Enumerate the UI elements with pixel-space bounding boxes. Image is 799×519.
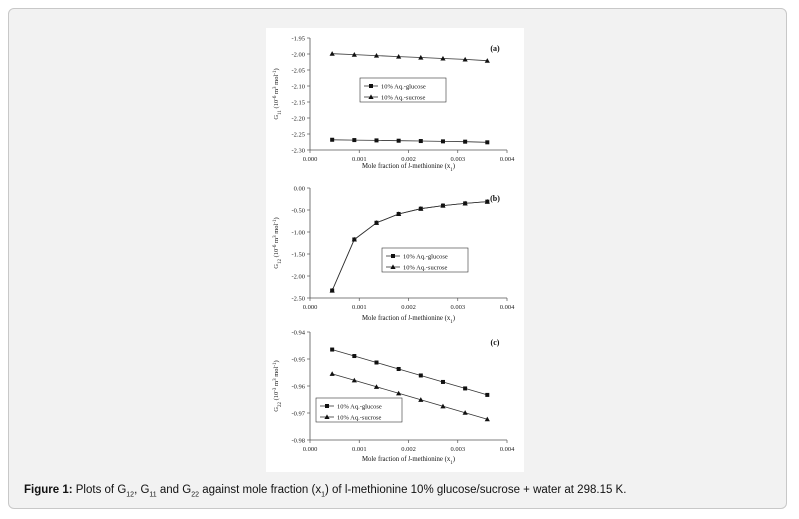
y-axis-label: $G_{12}$ ($10^{-6}$ $m^3$ mol$^{-1}$) <box>272 217 283 269</box>
x-tick-label: 0.003 <box>450 304 466 311</box>
data-point-glucose <box>330 138 334 142</box>
caption-label: Figure 1: <box>24 484 73 496</box>
x-axis-label: Mole fraction of l-methionine $(x_1)$ <box>361 456 456 466</box>
y-tick-label: -0.50 <box>291 207 305 215</box>
data-point-glucose <box>397 367 401 371</box>
y-tick-label: -0.96 <box>291 383 305 391</box>
figure-caption <box>24 484 764 498</box>
data-point-glucose <box>441 139 445 143</box>
x-axis-label: Mole fraction of l-methionine $(x_1)$ <box>361 163 456 173</box>
data-point-glucose <box>374 138 378 142</box>
figure-image <box>266 28 524 472</box>
data-point-glucose <box>330 348 334 352</box>
data-point-glucose <box>352 354 356 358</box>
data-point-glucose <box>463 386 467 390</box>
y-tick-label: -2.30 <box>291 147 305 155</box>
y-tick-label: -2.10 <box>291 83 305 91</box>
data-point-glucose <box>352 138 356 142</box>
series-line-glucose <box>332 202 487 291</box>
x-tick-label: 0.000 <box>302 156 318 163</box>
legend-entry: 10% Aq.-sucrose <box>381 94 426 102</box>
panel-label: (c) <box>490 338 500 347</box>
data-point-sucrose <box>330 371 335 376</box>
y-tick-label: -1.00 <box>291 229 305 237</box>
y-tick-label: -2.50 <box>291 295 305 303</box>
x-tick-label: 0.001 <box>351 446 367 453</box>
legend-entry: 10% Aq.-glucose <box>337 403 382 411</box>
x-tick-label: 0.001 <box>351 304 367 311</box>
x-tick-label: 0.000 <box>302 446 318 453</box>
data-point-glucose <box>419 139 423 143</box>
series-line-sucrose <box>332 202 487 291</box>
y-tick-label: -2.00 <box>291 273 305 281</box>
y-tick-label: -2.25 <box>291 131 305 139</box>
x-tick-label: 0.003 <box>450 156 466 163</box>
x-tick-label: 0.002 <box>401 156 416 163</box>
y-axis-label: $G_{22}$ ($10^{-3}$ $m^3$ mol$^{-1}$) <box>272 360 283 412</box>
data-point-glucose <box>397 139 401 143</box>
y-tick-label: -1.50 <box>291 251 305 259</box>
y-tick-label: -2.15 <box>291 99 305 107</box>
data-point-glucose <box>463 140 467 144</box>
data-point-glucose <box>374 361 378 365</box>
data-point-glucose <box>485 393 489 397</box>
x-axis-label: Mole fraction of l-methionine $(x_1)$ <box>361 315 456 325</box>
y-tick-label: -0.97 <box>291 410 305 418</box>
y-tick-label: -1.95 <box>291 35 305 43</box>
legend-entry: 10% Aq.-glucose <box>381 83 426 91</box>
legend-entry: 10% Aq.-sucrose <box>403 264 448 272</box>
y-tick-label: -0.95 <box>291 356 305 364</box>
panel-label: (b) <box>490 194 500 203</box>
x-tick-label: 0.004 <box>499 156 515 163</box>
y-tick-label: -2.00 <box>291 51 305 59</box>
legend-marker-square <box>325 404 329 408</box>
data-point-glucose <box>419 373 423 377</box>
legend-marker-square <box>391 254 395 258</box>
y-tick-label: -2.05 <box>291 67 305 75</box>
x-tick-label: 0.001 <box>351 156 367 163</box>
y-tick-label: -0.94 <box>291 329 305 337</box>
x-tick-label: 0.004 <box>499 446 515 453</box>
x-tick-label: 0.002 <box>401 304 416 311</box>
x-tick-label: 0.000 <box>302 304 318 311</box>
data-point-glucose <box>485 140 489 144</box>
y-tick-label: -2.20 <box>291 115 305 123</box>
caption-text: Plots of $G_{12}$, $G_{11}$ and $G_{22}$ against mole fraction $(x_1)$ of l-methionine 10% glucose/sucrose + water at 298.15 K. <box>75 484 627 499</box>
panel-label: (a) <box>490 44 500 53</box>
chart-panels <box>266 28 524 472</box>
legend-marker-square <box>369 84 373 88</box>
y-tick-label: 0.00 <box>293 185 305 193</box>
legend-entry: 10% Aq.-glucose <box>403 253 448 261</box>
y-axis-label: $G_{11}$ ($10^{-6}$ $m^3$ mol$^{-1}$) <box>272 68 283 120</box>
x-tick-label: 0.004 <box>499 304 515 311</box>
legend-entry: 10% Aq.-sucrose <box>337 414 382 422</box>
x-tick-label: 0.002 <box>401 446 416 453</box>
y-tick-label: -0.98 <box>291 437 305 445</box>
x-tick-label: 0.003 <box>450 446 466 453</box>
data-point-glucose <box>441 380 445 384</box>
